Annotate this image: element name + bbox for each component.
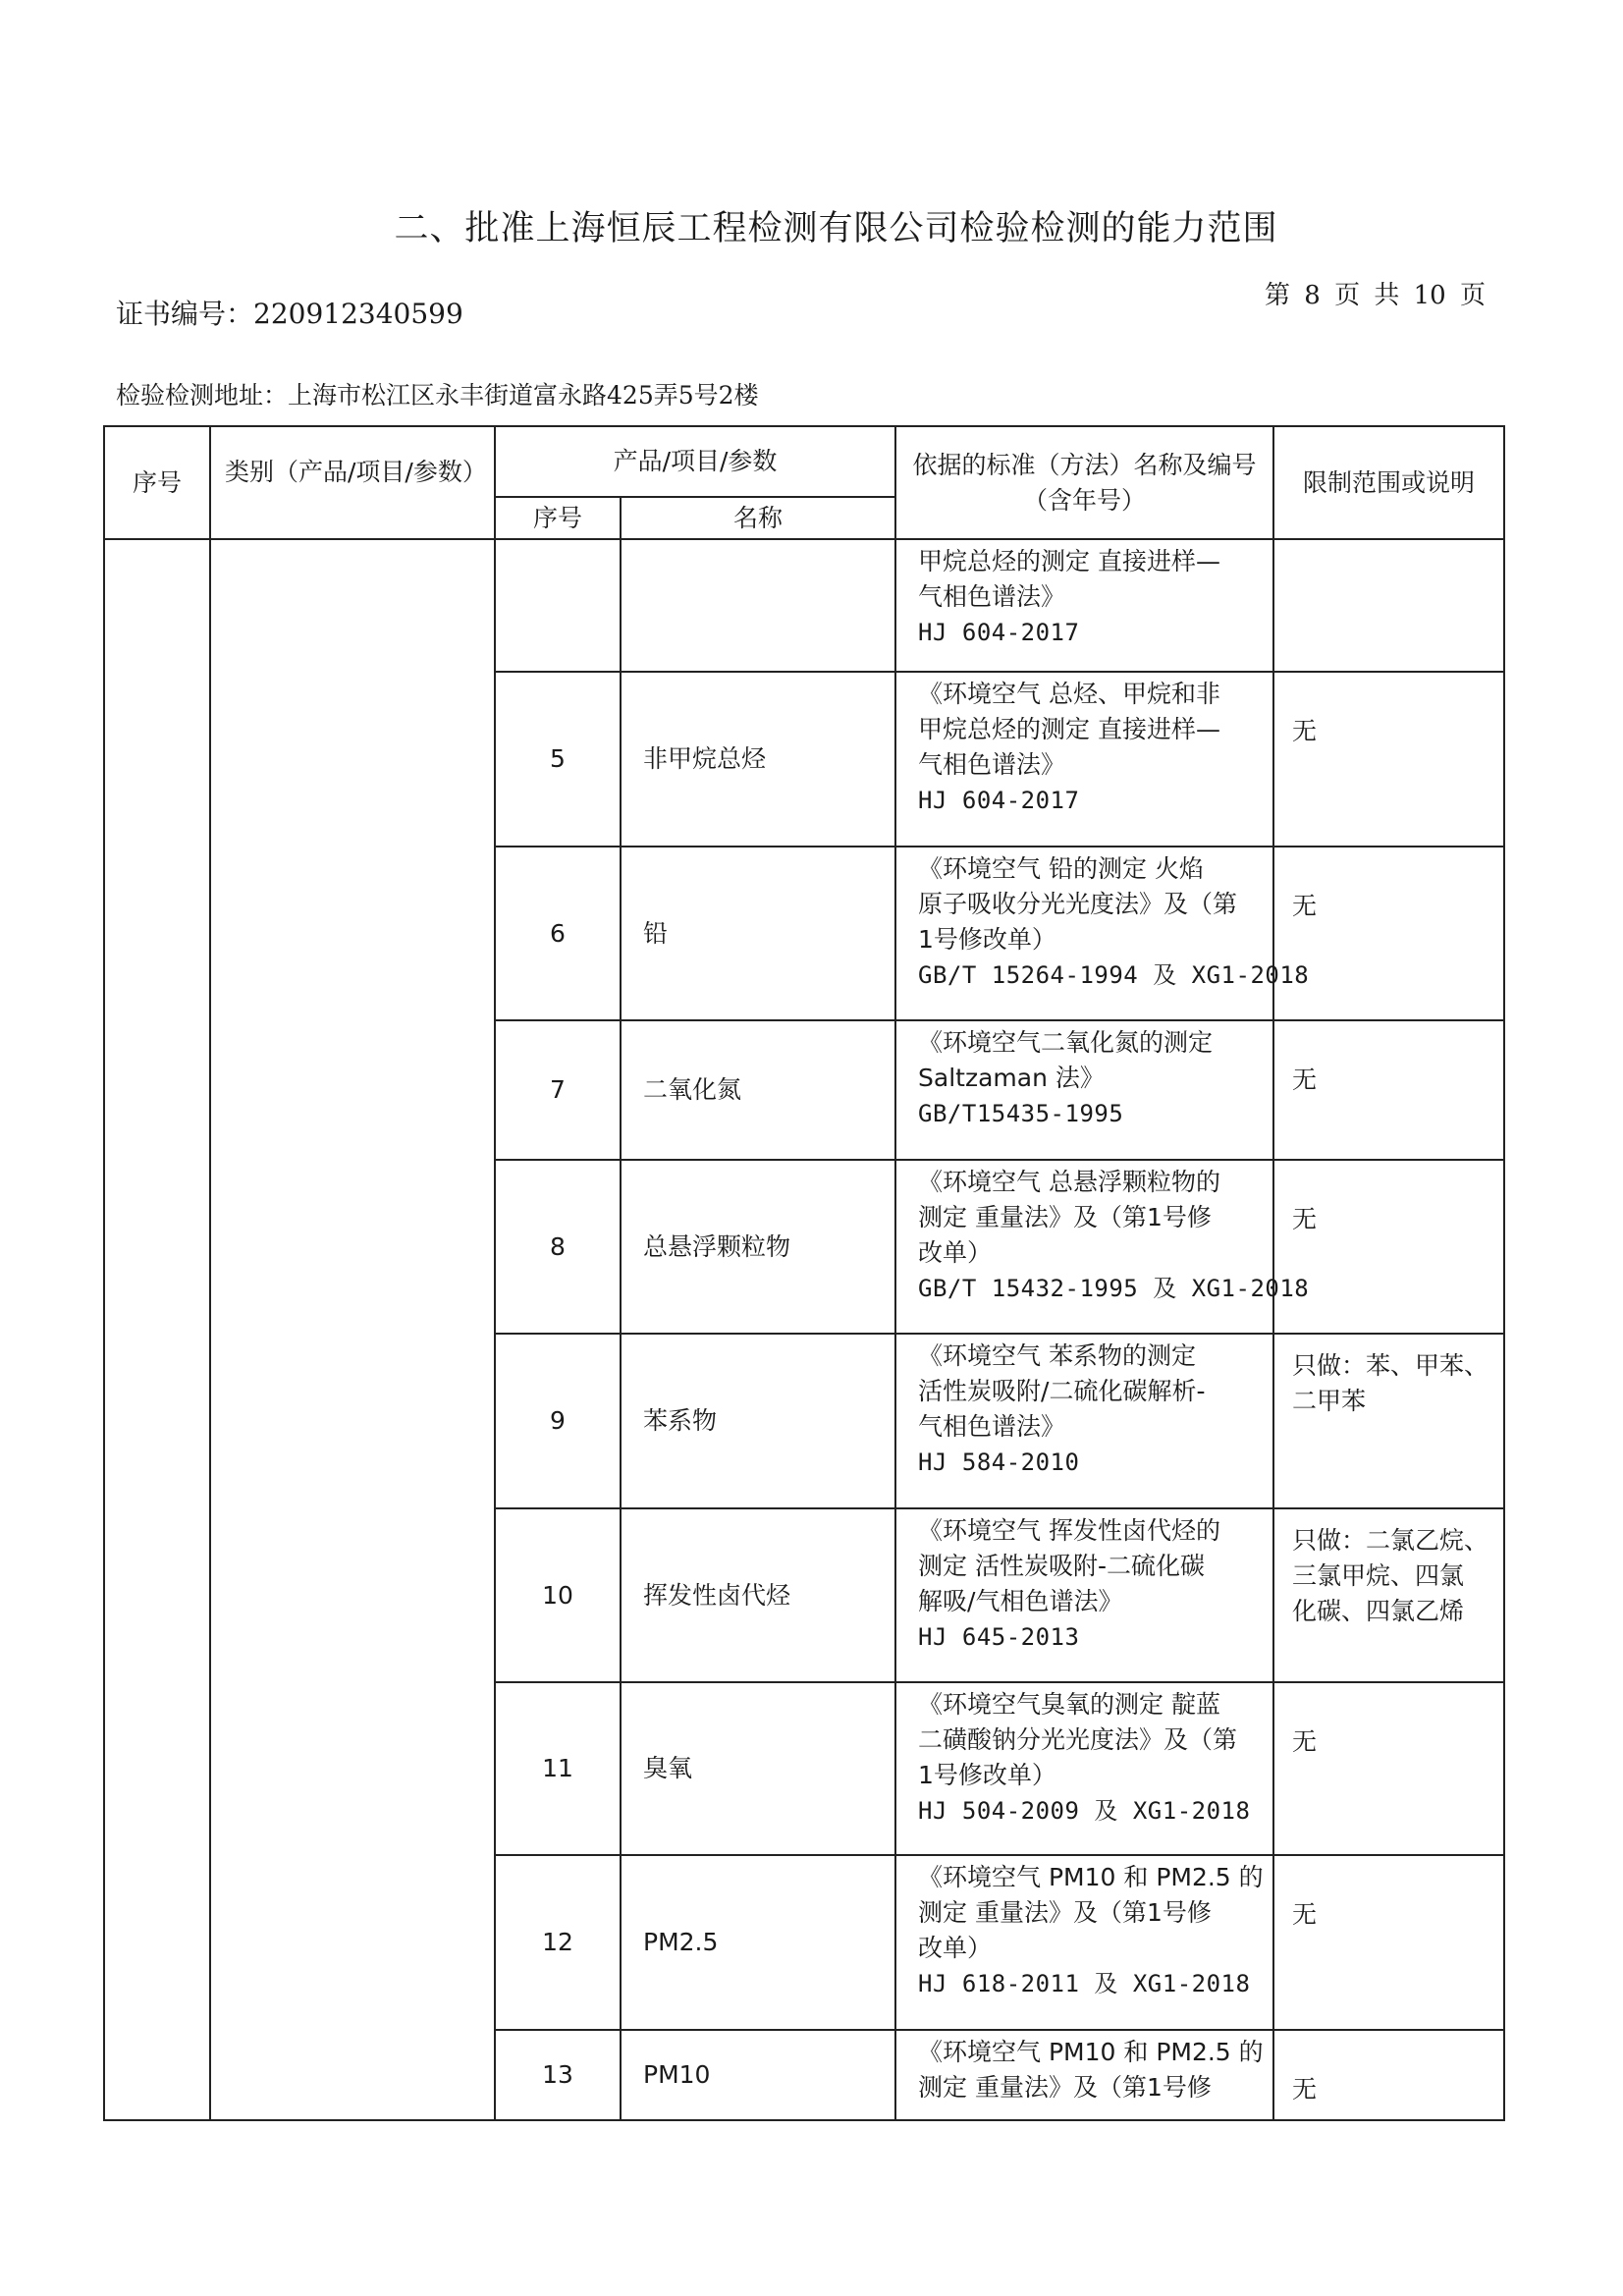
table-body bbox=[104, 539, 1504, 2120]
cell-limit bbox=[1273, 1682, 1504, 1855]
standard-code: HJ 584-2010 bbox=[918, 1449, 1080, 1476]
standard-line: 改单） bbox=[918, 1934, 993, 1962]
limit-line: 只做：二氯乙烷、 bbox=[1292, 1526, 1489, 1555]
standard-line: 《环境空气 苯系物的测定 bbox=[918, 1341, 1196, 1370]
cell-limit bbox=[1273, 672, 1504, 847]
certificate-value: 220912340599 bbox=[253, 298, 463, 330]
standard-code: HJ 645-2013 bbox=[918, 1623, 1080, 1651]
cell-standard: 甲烷总烃的测定 直接进样— 气相色谱法》 HJ 604-2017 bbox=[895, 539, 1273, 672]
page-indicator: 第 8 页 共 10 页 bbox=[1265, 281, 1486, 310]
limit-line: 无 bbox=[1292, 892, 1318, 920]
cell-standard bbox=[895, 2030, 1273, 2120]
standard-line: 1号修改单） bbox=[918, 925, 1056, 954]
standard-line: 《环境空气 总悬浮颗粒物的 bbox=[918, 1168, 1220, 1196]
cell-limit bbox=[1273, 1855, 1504, 2030]
address-value: 上海市松江区永丰街道富永路425弄5号2楼 bbox=[288, 381, 759, 410]
cell-product-name: PM2.5 bbox=[621, 1855, 895, 2030]
cell-limit bbox=[1273, 1334, 1504, 1508]
standard-line: 测定 活性炭吸附-二硫化碳 bbox=[918, 1552, 1205, 1580]
cell-product-name: 总悬浮颗粒物 bbox=[621, 1160, 895, 1334]
header-seq: 序号 bbox=[104, 426, 210, 539]
cell-product-name: PM10 bbox=[621, 2030, 895, 2120]
limit-line: 化碳、四氯乙烯 bbox=[1292, 1597, 1465, 1625]
cell-standard bbox=[895, 1508, 1273, 1682]
certificate-number bbox=[116, 293, 463, 332]
cell-standard bbox=[895, 1334, 1273, 1508]
header-limit: 限制范围或说明 bbox=[1273, 426, 1504, 539]
header-product-group: 产品/项目/参数 bbox=[495, 426, 895, 497]
standard-line: 《环境空气 挥发性卤代烃的 bbox=[918, 1516, 1220, 1545]
address-label: 检验检测地址： bbox=[116, 381, 289, 410]
limit-line: 无 bbox=[1292, 717, 1318, 745]
standard-line: 活性炭吸附/二硫化碳解析- bbox=[918, 1377, 1206, 1405]
header-standard: 依据的标准（方法）名称及编号（含年号） bbox=[895, 426, 1273, 539]
cell-standard bbox=[895, 1682, 1273, 1855]
header-category: 类别（产品/项目/参数） bbox=[210, 426, 495, 539]
standard-line: 气相色谱法》 bbox=[918, 1412, 1066, 1441]
standard-line: 《环境空气 PM10 和 PM2.5 的 bbox=[918, 2038, 1264, 2066]
standard-code: HJ 504-2009 及 XG1-2018 bbox=[918, 1797, 1251, 1825]
cell-seq-merged bbox=[104, 539, 210, 2120]
standard-line: 测定 重量法》及（第1号修 bbox=[918, 2073, 1212, 2102]
certificate-label: 证书编号： bbox=[116, 298, 254, 330]
standard-line: 《环境空气二氧化氮的测定 bbox=[918, 1028, 1214, 1057]
limit-line: 无 bbox=[1292, 1900, 1318, 1929]
standard-line: 《环境空气 PM10 和 PM2.5 的 bbox=[918, 1863, 1264, 1891]
test-address bbox=[116, 376, 759, 411]
cell-product-seq: 12 bbox=[495, 1855, 621, 2030]
standard-line: 1号修改单） bbox=[918, 1761, 1056, 1789]
limit-line: 三氯甲烷、四氯 bbox=[1292, 1561, 1465, 1590]
standard-line: 原子吸收分光光度法》及（第 bbox=[918, 890, 1238, 918]
standard-line: 《环境空气 总烃、甲烷和非 bbox=[918, 680, 1220, 708]
cell-product-seq: 5 bbox=[495, 672, 621, 847]
cell-limit bbox=[1273, 2030, 1504, 2120]
page-title: 二、批准上海恒辰工程检测有限公司检验检测的能力范围 bbox=[394, 209, 1278, 248]
cell-limit bbox=[1273, 1020, 1504, 1160]
cell-limit bbox=[1273, 1160, 1504, 1334]
standard-line: 改单） bbox=[918, 1238, 993, 1267]
limit-line: 无 bbox=[1292, 2075, 1318, 2104]
cell-limit bbox=[1273, 847, 1504, 1020]
cell-product-seq: 13 bbox=[495, 2030, 621, 2120]
cell-product-name: 苯系物 bbox=[621, 1334, 895, 1508]
table-row-continued bbox=[104, 539, 1504, 672]
cell-limit-empty bbox=[1273, 539, 1504, 672]
standard-line: 《环境空气臭氧的测定 靛蓝 bbox=[918, 1690, 1220, 1719]
cell-standard bbox=[895, 1160, 1310, 1334]
cell-standard bbox=[895, 847, 1310, 1020]
header-product-name: 名称 bbox=[621, 497, 895, 539]
cell-category-merged bbox=[210, 539, 495, 2120]
standard-line: Saltzaman 法》 bbox=[918, 1064, 1105, 1092]
standard-line: 测定 重量法》及（第1号修 bbox=[918, 1203, 1212, 1231]
standard-code: GB/T 15264-1994 及 XG1-2018 bbox=[918, 961, 1310, 989]
cell-standard bbox=[895, 1020, 1273, 1160]
cell-product-seq-empty bbox=[495, 539, 621, 672]
cell-standard bbox=[895, 672, 1273, 847]
limit-line: 无 bbox=[1292, 1205, 1318, 1233]
header-product-seq: 序号 bbox=[495, 497, 621, 539]
cell-product-name: 臭氧 bbox=[621, 1682, 895, 1855]
standard-line: 解吸/气相色谱法》 bbox=[918, 1587, 1123, 1615]
standard-code: GB/T15435-1995 bbox=[918, 1100, 1124, 1127]
standard-line: 二磺酸钠分光光度法》及（第 bbox=[918, 1725, 1238, 1754]
cell-product-seq: 6 bbox=[495, 847, 621, 1020]
cell-product-name: 铅 bbox=[621, 847, 895, 1020]
cell-product-seq: 8 bbox=[495, 1160, 621, 1334]
cell-product-seq: 11 bbox=[495, 1682, 621, 1855]
standard-code: HJ 618-2011 及 XG1-2018 bbox=[918, 1970, 1251, 1997]
cell-limit bbox=[1273, 1508, 1504, 1682]
cell-standard bbox=[895, 1855, 1273, 2030]
limit-line: 无 bbox=[1292, 1066, 1318, 1094]
cell-product-seq: 7 bbox=[495, 1020, 621, 1160]
standard-line: 测定 重量法》及（第1号修 bbox=[918, 1898, 1212, 1927]
standard-line: 《环境空气 铅的测定 火焰 bbox=[918, 854, 1204, 883]
limit-line: 无 bbox=[1292, 1727, 1318, 1756]
cell-product-seq: 10 bbox=[495, 1508, 621, 1682]
standard-code: HJ 604-2017 bbox=[918, 787, 1080, 814]
limit-line: 二甲苯 bbox=[1292, 1387, 1367, 1415]
cell-product-seq: 9 bbox=[495, 1334, 621, 1508]
standard-line: 气相色谱法》 bbox=[918, 750, 1066, 779]
cell-product-name: 二氧化氮 bbox=[621, 1020, 895, 1160]
scope-table bbox=[103, 425, 1505, 2121]
standard-code: GB/T 15432-1995 及 XG1-2018 bbox=[918, 1275, 1310, 1302]
standard-line: 甲烷总烃的测定 直接进样— bbox=[918, 715, 1220, 743]
cell-product-name-empty bbox=[621, 539, 895, 672]
cell-product-name: 挥发性卤代烃 bbox=[621, 1508, 895, 1682]
cell-product-name: 非甲烷总烃 bbox=[621, 672, 895, 847]
limit-line: 只做：苯、甲苯、 bbox=[1292, 1351, 1489, 1380]
